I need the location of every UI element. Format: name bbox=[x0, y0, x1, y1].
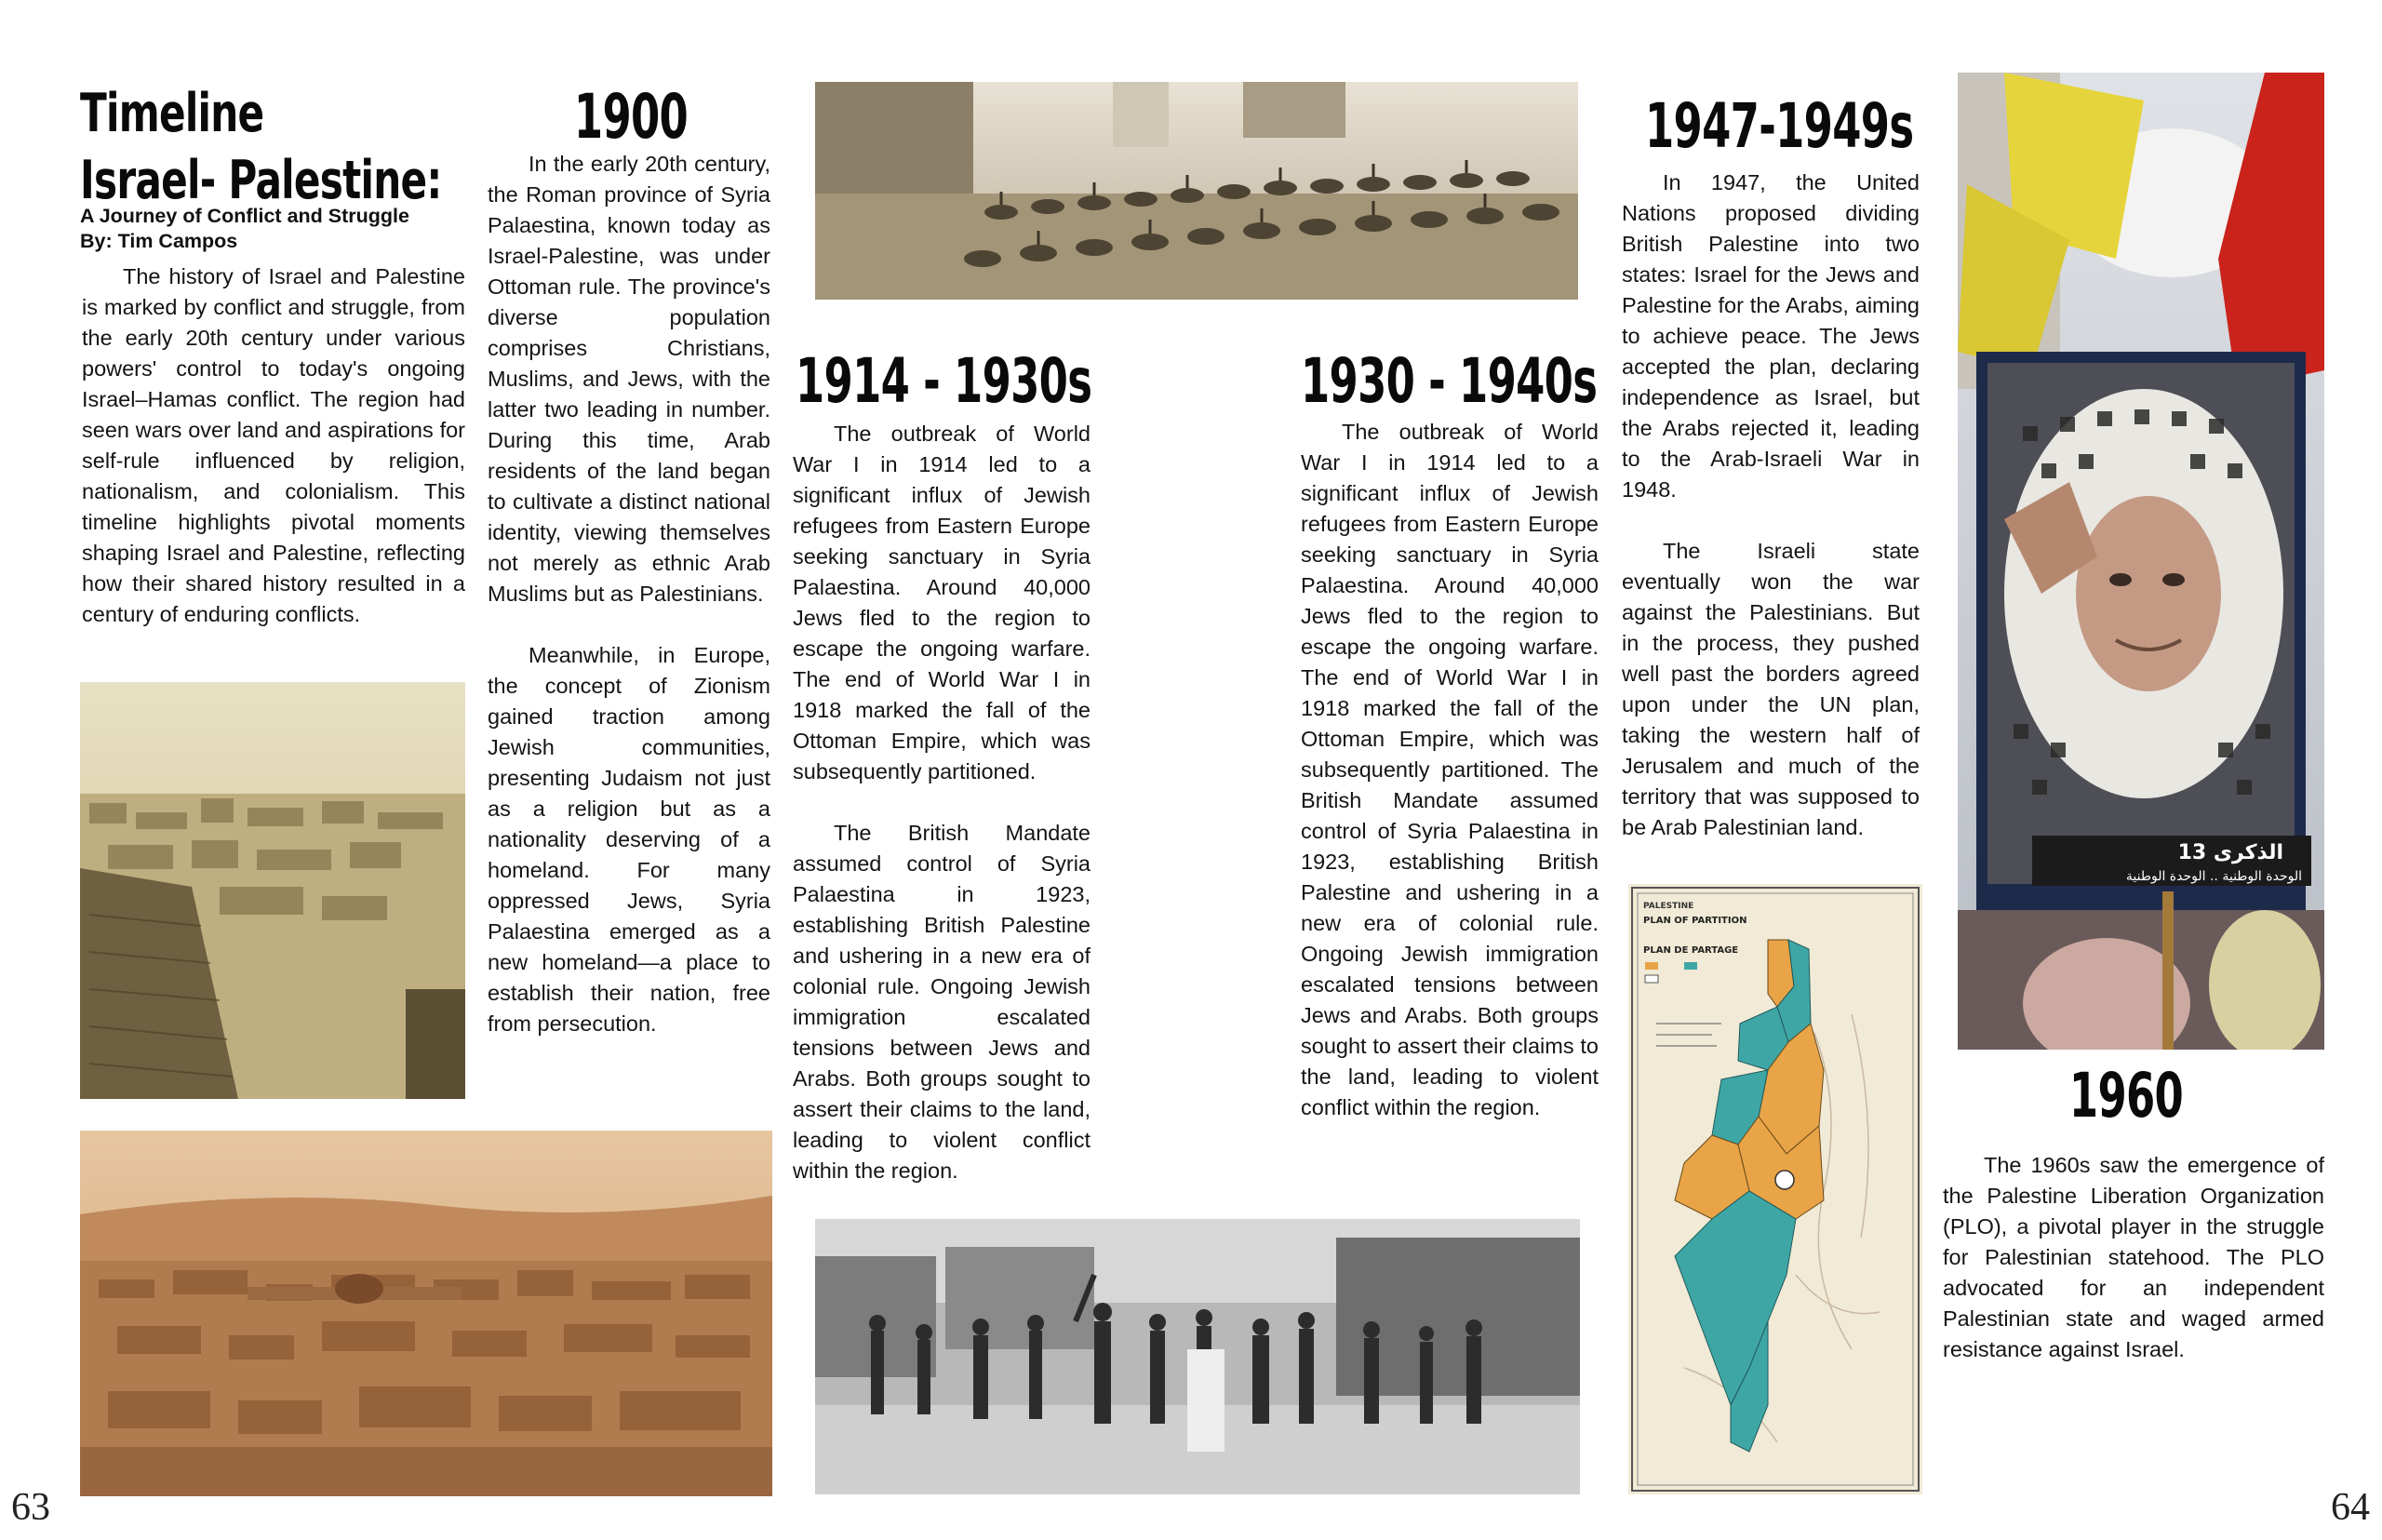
section-1960-text bbox=[1943, 1150, 2324, 1365]
street-march-photo bbox=[815, 1219, 1580, 1494]
year-heading-1914-1930s: 1914 - 1930s bbox=[796, 345, 1092, 417]
old-city-photo bbox=[80, 682, 465, 1099]
section-1947-text bbox=[1622, 167, 1920, 843]
year-heading-1947-1949s: 1947-1949s bbox=[1645, 90, 1914, 162]
title-line-2: Israel- Palestine: bbox=[80, 150, 442, 211]
section-1960-paragraph-1: The 1960s saw the emergence of the Palestine Liberation Organization (PLO), a pivotal player in the struggle for Palestinian statehood. The PLO advocated for an independent Palestinian state and waged armed resistance against Israel. bbox=[1943, 1153, 2324, 1361]
partition-map bbox=[1628, 884, 1922, 1494]
title-line-1: Timeline bbox=[80, 83, 264, 144]
poster-banner-subtext: الوحدة الوطنية .. الوحدة الوطنية bbox=[2125, 869, 2302, 884]
section-1930-text bbox=[1301, 417, 1599, 1123]
section-1900-text bbox=[488, 149, 770, 1039]
map-title-line-3: PLAN DE PARTAGE bbox=[1643, 945, 1739, 956]
section-1947-paragraph-2: The Israeli state eventually won the war against the Palestinians. But in the process, they pushed well past the borders agreed upon under the UN plan, taking the western half of Jerusalem and much of the territory that was supposed to be Arab Palestinian land. bbox=[1622, 539, 1920, 839]
section-1914-paragraph-1: The outbreak of World War I in 1914 led to a significant influx of Jewish refugees from Eastern Europe seeking sanctuary in Syria Palaestina. Around 40,000 Jews fled to the region to escape the ongoing warfare. The end of World War I in 1918 marked the fall of the Ottoman Empire, which was subsequently partitioned. bbox=[793, 422, 1091, 783]
camel-riders-photo bbox=[815, 82, 1578, 300]
section-1914-paragraph-2: The British Mandate assumed control of Syria Palaestina in 1923, establishing British Palestine and ushering in a new era of colonial rule. Ongoing Jewish immigration escalated tensions between Jews and Arabs. Both groups sought to assert their claims to the land, leading to violent conflict within the region. bbox=[793, 821, 1091, 1183]
intro-text bbox=[82, 261, 465, 630]
poster-banner-text: الذكرى 13 bbox=[2177, 841, 2283, 864]
jerusalem-panorama-photo bbox=[80, 1131, 772, 1496]
year-heading-1930-1940s: 1930 - 1940s bbox=[1301, 345, 1598, 417]
intro-paragraph: The history of Israel and Palestine is marked by conflict and struggle, from the early 20th century under various powers' control to today's ongoing Israel–Hamas conflict. The region had seen wars over land and aspirations for self-rule influenced by religion, nationalism, and colonialism. This timeline highlights pivotal moments shaping Israel and Palestine, reflecting how their shared history resulted in a century of enduring conflicts. bbox=[82, 264, 465, 626]
byline: By: Tim Campos bbox=[80, 230, 238, 252]
partition-map-drawing bbox=[1628, 884, 1922, 1494]
map-title-line-2: PLAN OF PARTITION bbox=[1643, 916, 1747, 926]
section-1930-paragraph-1: The outbreak of World War I in 1914 led to a significant influx of Jewish refugees from Eastern Europe seeking sanctuary in Syria Palaestina. Around 40,000 Jews fled to the region to escape the ongoing warfare. The end of World War I in 1918 marked the fall of the Ottoman Empire, which was subsequently partitioned. The British Mandate assumed control of Syria Palaestina in 1923, establishing British Palestine and ushering in a new era of colonial rule. Ongoing Jewish immigration escalated tensions between Jews and Arabs. Both groups sought to assert their claims to the land, leading to violent conflict within the region. bbox=[1301, 420, 1599, 1119]
year-heading-1900: 1900 bbox=[573, 81, 689, 153]
page-number-left: 63 bbox=[11, 1486, 50, 1529]
section-1900-paragraph-1: In the early 20th century, the Roman province of Syria Palaestina, known today as Israel-Palestine, was under Ottoman rule. The province's diverse population comprises Christians, Muslims, and Jews, with the latter two leading in number. During this time, Arab residents of the land began to cultivate a distinct national identity, viewing themselves not merely as ethnic Arab Muslims but as Palestinians. bbox=[488, 152, 770, 606]
subtitle: A Journey of Conflict and Struggle bbox=[80, 205, 409, 227]
section-1947-paragraph-1: In 1947, the United Nations proposed dividing British Palestine into two states: Israel for the Jews and Palestine for the Arabs, aiming to achieve peace. The Jews accepted the plan, declaring independence as Israel, but the Arabs rejected it, leading to the Arab-Israeli War in 1948. bbox=[1622, 170, 1920, 502]
section-1900-paragraph-2: Meanwhile, in Europe, the concept of Zionism gained traction among Jewish communities, presenting Judaism not just as a religion but as a nationality deserving of a homeland. For many oppressed Jews, Syria Palaestina emerged as a new homeland—a place to establish their nation, free from persecution. bbox=[488, 643, 770, 1036]
arafat-poster-photo bbox=[1958, 73, 2324, 1050]
page-title bbox=[80, 80, 471, 214]
map-title-line-1: PALESTINE bbox=[1643, 902, 1694, 911]
page-number-right: 64 bbox=[2331, 1486, 2370, 1529]
year-heading-1960: 1960 bbox=[2068, 1060, 2184, 1132]
section-1914-text bbox=[793, 419, 1091, 1186]
